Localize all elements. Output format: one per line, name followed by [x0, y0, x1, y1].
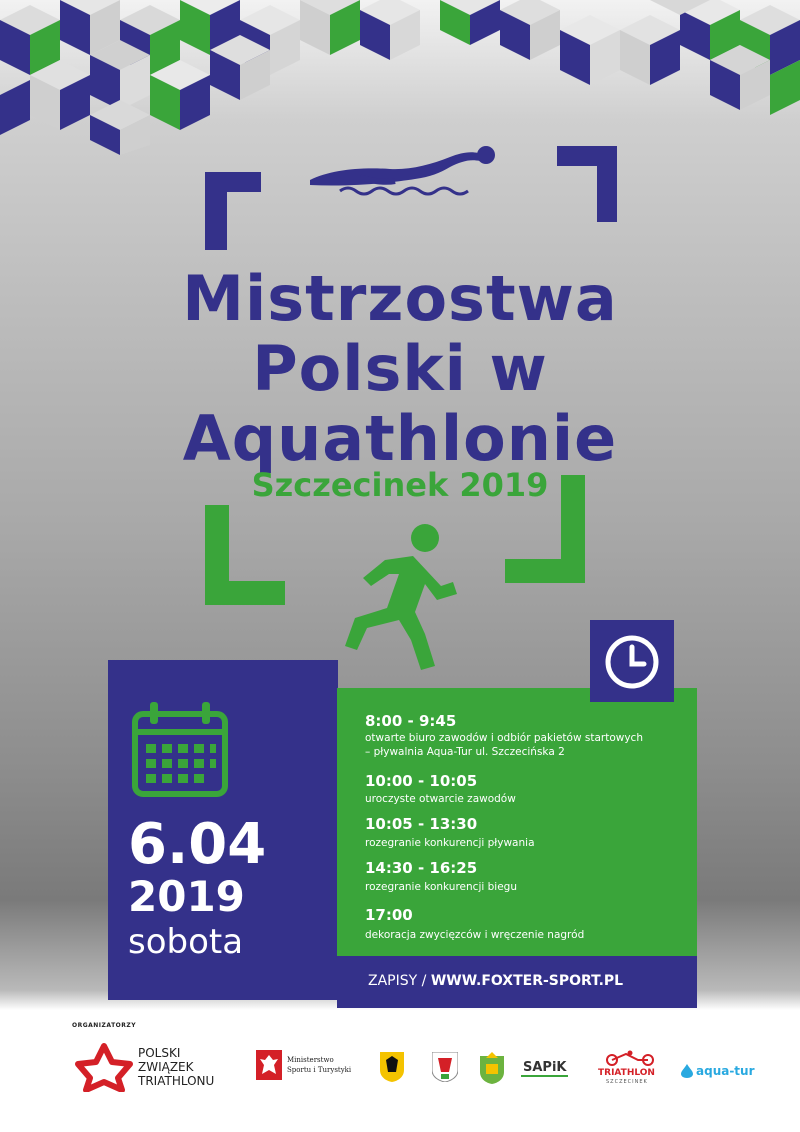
coat-of-arms-3-icon	[480, 1052, 504, 1084]
triathlon-line-1: TRIATHLON	[598, 1068, 655, 1078]
ministry-line-2: Sportu i Turystyki	[287, 1066, 352, 1074]
clock-icon	[602, 632, 662, 692]
registration-text	[368, 973, 623, 989]
title-line-2: Polski w	[252, 332, 548, 405]
pzt-logo-icon	[74, 1042, 134, 1092]
event-date-day: 6.04	[128, 812, 267, 877]
schedule-time-4: 14:30 - 16:25	[365, 859, 478, 877]
schedule-time-5: 17:00	[365, 906, 413, 924]
frame-bottom-right	[505, 475, 585, 585]
cubes-left	[0, 0, 420, 155]
title-line-3: Aquathlonie	[182, 402, 618, 475]
calendar-icon	[130, 700, 230, 800]
pzt-line-1: POLSKI	[138, 1046, 181, 1060]
organizers-label: ORGANIZATORZY	[72, 1022, 137, 1029]
schedule-desc-1b: – pływalnia Aqua-Tur ul. Szczecińska 2	[365, 746, 565, 758]
frame-top-left	[205, 172, 265, 252]
event-weekday: sobota	[128, 922, 244, 962]
subtitle: Szczecinek 2019	[251, 466, 549, 504]
schedule-time-3: 10:05 - 13:30	[365, 815, 478, 833]
sapik-logo: SAPiK	[523, 1060, 567, 1075]
schedule-time-2: 10:00 - 10:05	[365, 772, 478, 790]
coat-of-arms-1-icon	[380, 1052, 404, 1082]
registration-label: ZAPISY /	[368, 973, 427, 989]
frame-bottom-left	[205, 505, 285, 605]
pzt-line-3: TRIATHLONU	[138, 1074, 215, 1088]
frame-top-right	[557, 146, 617, 226]
schedule-desc-2: uroczyste otwarcie zawodów	[365, 793, 516, 805]
event-date-year: 2019	[128, 872, 245, 921]
schedule-desc-4: rozegranie konkurencji biegu	[365, 881, 517, 893]
cubes-right	[440, 0, 800, 115]
triathlon-line-2: SZCZECINEK	[606, 1079, 648, 1085]
schedule-desc-5: dekoracja zwycięzców i wręczenie nagród	[365, 929, 585, 941]
schedule-time-1: 8:00 - 9:45	[365, 712, 457, 730]
eagle-emblem-icon	[256, 1050, 282, 1080]
schedule-desc-3: rozegranie konkurencji pływania	[365, 837, 535, 849]
runner-icon	[325, 520, 465, 680]
schedule-desc-1a: otwarte biuro zawodów i odbiór pakietów startowych	[365, 732, 643, 744]
aquatur-drop-icon	[680, 1064, 694, 1078]
ministry-line-1: Ministerstwo	[287, 1056, 334, 1064]
swimmer-icon	[300, 135, 510, 205]
coat-of-arms-2-icon	[432, 1052, 458, 1082]
triathlon-szczecinek-icon	[602, 1050, 658, 1066]
title-line-1: Mistrzostwa	[182, 262, 618, 335]
aquatur-logo: aqua-tur	[696, 1064, 755, 1078]
pzt-line-2: ZWIĄZEK	[138, 1060, 194, 1074]
registration-url-link[interactable]: WWW.FOXTER-SPORT.PL	[430, 973, 624, 989]
